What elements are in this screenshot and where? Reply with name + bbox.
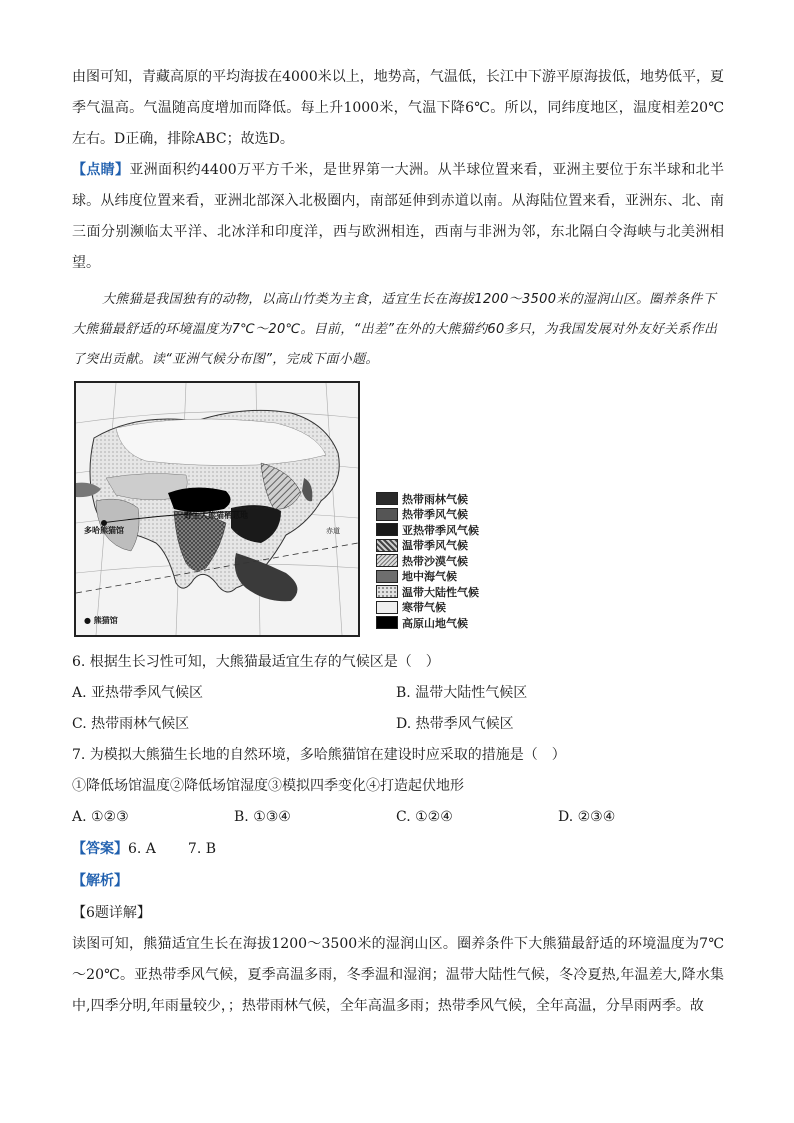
legend-swatch	[376, 523, 398, 536]
detail-heading	[72, 897, 724, 929]
map-key-label: ● 熊猫馆	[84, 616, 118, 625]
q6-option-b: B. 温带大陆性气候区	[396, 685, 528, 701]
q7-option-a: A. ①②③	[72, 809, 129, 825]
detail-paragraph: 读图可知，熊猫适宜生长在海拔1200～3500米的湿润山区。圈养条件下大熊猫最舒适的环境温度为7℃～20℃。亚热带季风气候，夏季高温多雨，冬季温和湿润；温带大陆性气候，冬冷夏热,年温差大,降水集中,四季分明,年雨量较少，；热带雨林气候，全年高温多雨；热带季风气候，全年高温，分旱雨两季。故	[72, 936, 724, 1014]
map-legend	[376, 491, 496, 631]
legend-label: 温带大陆性气候	[402, 585, 479, 599]
legend-label: 寒带气候	[402, 601, 446, 615]
dianjing-tag: 【点睛】	[72, 162, 130, 178]
dianjing-paragraph	[72, 155, 724, 279]
legend-label: 温带季风气候	[402, 539, 468, 553]
legend-swatch	[376, 508, 398, 521]
legend-item	[376, 569, 496, 585]
legend-swatch	[376, 616, 398, 629]
panda-habitat-label: 野生大熊猫栖息地	[184, 511, 248, 520]
legend-item	[376, 522, 496, 538]
asia-climate-map-figure	[74, 381, 656, 643]
detail-tag: 【6题详解】	[72, 905, 151, 921]
plateau-region	[168, 487, 231, 512]
legend-item	[376, 538, 496, 554]
q6-option-c: C. 热带雨林气候区	[72, 716, 190, 732]
legend-item	[376, 615, 496, 631]
legend-item	[376, 507, 496, 523]
answer-tag: 【答案】	[72, 841, 128, 857]
q7-option-b: B. ①③④	[234, 809, 291, 825]
question-7-choices: ①降低场馆温度②降低场馆湿度③模拟四季变化④打造起伏地形	[72, 778, 464, 794]
question-7-stem: 7. 为模拟大熊猫生长地的自然环境，多哈熊猫馆在建设时应采取的措施是（ ）	[72, 747, 566, 763]
question-6-stem: 6. 根据生长习性可知，大熊猫最适宜生存的气候区是（ ）	[72, 654, 440, 670]
equator-label: 赤道	[326, 527, 340, 535]
intro-paragraph: 由图可知，青藏高原的平均海拔在4000米以上，地势高，气温低，长江中下游平原海拔低，地势低平，夏季气温高。气温随高度增加而降低。每上升1000米，气温下降6℃。所以，同纬度地区，温度相差20℃左右。D正确，排除ABC；故选D。	[72, 69, 724, 147]
legend-item	[376, 553, 496, 569]
legend-item	[376, 491, 496, 507]
q6-option-d: D. 热带季风气候区	[396, 716, 514, 732]
answer-6: 6. A	[128, 841, 156, 857]
legend-label: 地中海气候	[402, 570, 457, 584]
legend-item	[376, 600, 496, 616]
dianjing-text: 亚洲面积约4400万平方千米，是世界第一大洲。从半球位置来看，亚洲主要位于东半球和北半球。从纬度位置来看，亚洲北部深入北极圈内，南部延伸到赤道以南。从海陆位置来看，亚洲东、北、南三面分别濒临太平洋、北冰洋和印度洋，西与欧洲相连，西南与非洲为邻，东北隔白令海峡与北美洲相望。	[72, 162, 724, 271]
document-page	[72, 62, 724, 1022]
legend-swatch	[376, 570, 398, 583]
legend-swatch	[376, 585, 398, 598]
question-6-options-row1	[72, 678, 724, 709]
legend-swatch	[376, 539, 398, 552]
reading-passage: 大熊猫是我国独有的动物，以高山竹类为主食，适宜生长在海拔1200～3500米的湿润山区。圈养条件下大熊猫最舒适的环境温度为7℃～20℃。目前，“出差”在外的大熊猫约60多只，为我国发展对外友好关系作出了突出贡献。读“亚洲气候分布图”，完成下面小题。	[72, 292, 718, 367]
q6-option-a: A. 亚热带季风气候区	[72, 685, 204, 701]
legend-label: 热带季风气候	[402, 508, 468, 522]
answer-7: 7. B	[187, 841, 217, 857]
legend-label: 热带沙漠气候	[402, 554, 468, 568]
doha-label: 多哈熊猫馆	[84, 526, 124, 535]
map-graphic	[76, 383, 358, 635]
q7-option-c: C. ①②④	[396, 809, 453, 825]
analysis-heading	[72, 865, 724, 897]
legend-label: 高原山地气候	[402, 616, 468, 630]
analysis-tag: 【解析】	[72, 873, 128, 889]
legend-swatch	[376, 601, 398, 614]
question-6-options-row2	[72, 709, 724, 740]
question-7-options	[72, 802, 724, 833]
q7-option-d: D. ②③④	[558, 809, 616, 825]
legend-swatch	[376, 554, 398, 567]
answer-line	[72, 833, 724, 865]
legend-label: 热带雨林气候	[402, 492, 468, 506]
legend-swatch	[376, 492, 398, 505]
legend-label: 亚热带季风气候	[402, 523, 479, 537]
asia-climate-map	[74, 381, 360, 637]
legend-item	[376, 584, 496, 600]
